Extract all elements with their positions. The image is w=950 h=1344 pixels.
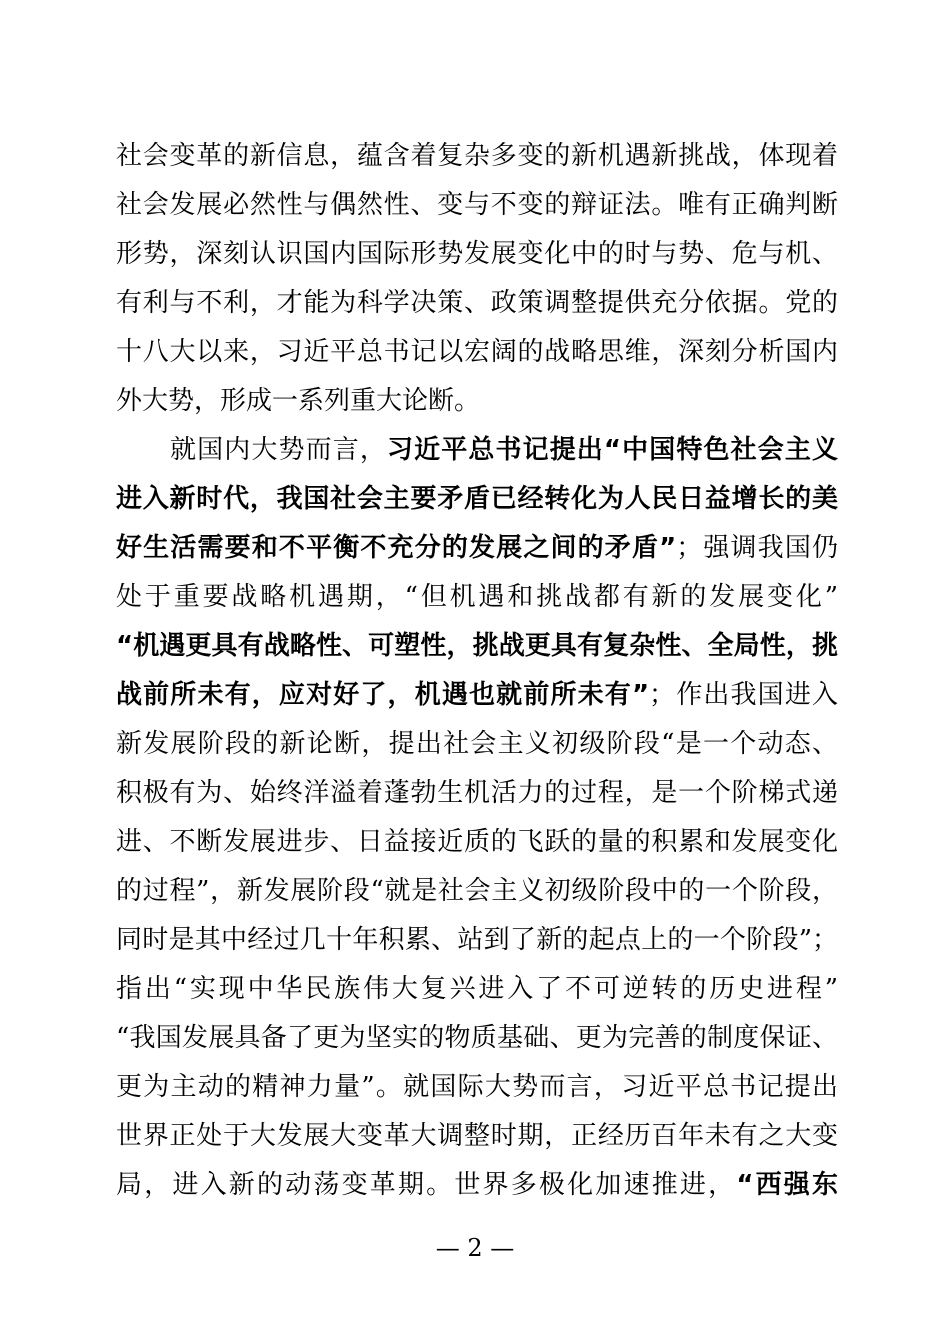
text-run: ；强调我国仍 xyxy=(676,533,838,563)
text-line: 处于重要战略机遇期，“但机遇和挑战都有新的发展变化” xyxy=(116,582,838,612)
bold-quote: 好生活需要和不平衡不充分的发展之间的矛盾” xyxy=(116,533,677,563)
text-line xyxy=(116,523,838,573)
text-line: 世界正处于大发展大变革大调整时期，正经历百年未有之大变 xyxy=(116,1121,838,1151)
text-line xyxy=(170,425,838,475)
text-line: 社会发展必然性与偶然性、变与不变的辩证法。唯有正确判断 xyxy=(116,190,838,220)
text-line: 十八大以来，习近平总书记以宏阔的战略思维，深刻分析国内 xyxy=(116,337,838,367)
page-number: — 2 — xyxy=(435,1234,515,1262)
text-line: 进、不断发展进步、日益接近质的飞跃的量的积累和发展变化 xyxy=(116,827,838,857)
text-line: 社会变革的新信息，蕴含着复杂多变的新机遇新挑战，体现着 xyxy=(116,141,838,171)
bold-quote: 进入新时代，我国社会主要矛盾已经转化为人民日益增长的美 xyxy=(116,484,838,514)
text-line: 有利与不利，才能为科学决策、政策调整提供充分依据。党的 xyxy=(116,288,838,318)
text-line: 更为主动的精神力量”。就国际大势而言，习近平总书记提出 xyxy=(116,1072,838,1102)
text-line: 新发展阶段的新论断，提出社会主义初级阶段“是一个动态、 xyxy=(116,729,838,759)
text-line: 同时是其中经过几十年积累、站到了新的起点上的一个阶段”； xyxy=(116,925,838,955)
text-line xyxy=(116,670,838,720)
text-run: 局，进入新的动荡变革期。世界多极化加速推进， xyxy=(116,1170,737,1200)
text-line: 指出“实现中华民族伟大复兴进入了不可逆转的历史进程” xyxy=(116,974,838,1004)
text-line: 积极有为、始终洋溢着蓬勃生机活力的过程，是一个阶梯式递 xyxy=(116,778,838,808)
text-line: 外大势，形成一系列重大论断。 xyxy=(116,386,481,416)
bold-quote: “西强东 xyxy=(736,1170,838,1200)
text-line: “我国发展具备了更为坚实的物质基础、更为完善的制度保证、 xyxy=(116,1023,838,1053)
text-line xyxy=(116,1160,838,1210)
text-line: 的过程”，新发展阶段“就是社会主义初级阶段中的一个阶段， xyxy=(116,876,838,906)
text-run: ；作出我国进入 xyxy=(649,680,838,710)
text-run: 就国内大势而言， xyxy=(170,435,387,465)
bold-quote: “机遇更具有战略性、可塑性，挑战更具有复杂性、全局性，挑 xyxy=(116,631,838,661)
bold-quote: 习近平总书记提出“中国特色社会主义 xyxy=(386,435,838,465)
text-line: 形势，深刻认识国内国际形势发展变化中的时与势、危与机、 xyxy=(116,239,838,269)
bold-quote: 战前所未有，应对好了，机遇也就前所未有” xyxy=(116,680,650,710)
